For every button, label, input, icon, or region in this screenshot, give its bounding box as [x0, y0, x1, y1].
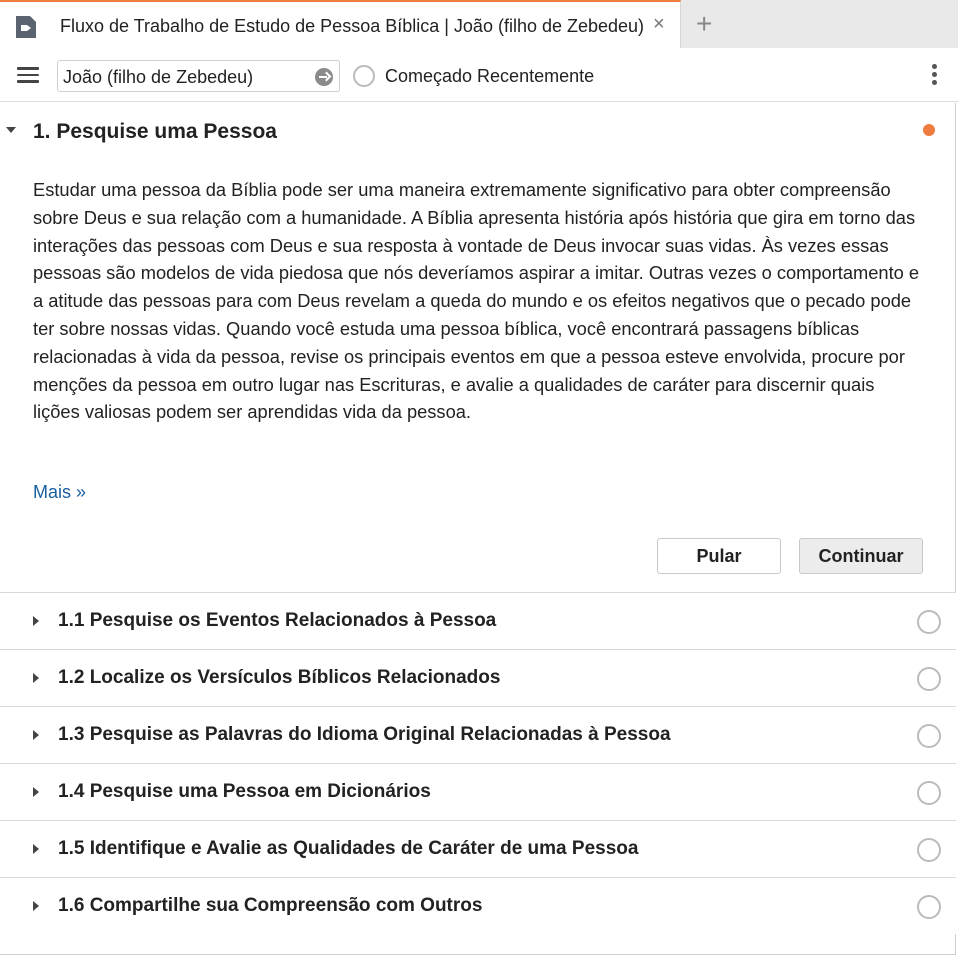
- step-title: 1.5 Identifique e Avalie as Qualidades de Caráter de uma Pessoa: [58, 838, 639, 859]
- close-icon[interactable]: ×: [653, 13, 665, 35]
- step-status-circle-icon[interactable]: [917, 781, 941, 805]
- skip-button[interactable]: Pular: [657, 538, 781, 574]
- step-status-circle-icon[interactable]: [917, 667, 941, 691]
- caret-right-icon[interactable]: [33, 901, 39, 911]
- tab-bar: [0, 0, 958, 48]
- more-link[interactable]: Mais »: [33, 482, 87, 502]
- caret-down-icon[interactable]: [6, 127, 16, 133]
- caret-right-icon[interactable]: [33, 844, 39, 854]
- workflow-document-icon: [12, 13, 40, 41]
- add-tab-icon[interactable]: +: [696, 8, 713, 39]
- step-row[interactable]: [0, 592, 956, 649]
- step-title: 1.2 Localize os Versículos Bíblicos Relacionados: [58, 667, 501, 688]
- person-search-input[interactable]: [63, 65, 308, 89]
- step-status-circle-icon[interactable]: [917, 610, 941, 634]
- step-title: 1.6 Compartilhe sua Compreensão com Outros: [58, 895, 483, 916]
- caret-right-icon[interactable]: [33, 673, 39, 683]
- continue-button[interactable]: Continuar: [799, 538, 923, 574]
- step-title: 1.1 Pesquise os Eventos Relacionados à Pessoa: [58, 610, 497, 631]
- vertical-ellipsis-icon[interactable]: [932, 64, 940, 88]
- tab-workflow[interactable]: [0, 0, 681, 48]
- person-search-box: [57, 60, 340, 92]
- status-label: Começado Recentemente: [385, 66, 595, 86]
- caret-right-icon[interactable]: [33, 616, 39, 626]
- step-status-circle-icon[interactable]: [917, 895, 941, 919]
- section-description: Estudar uma pessoa da Bíblia pode ser uma maneira extremamente significativo para obter compreensão sobre Deus e sua relação com a humanidade. A Bíblia apresenta história após história que gira em torno das interações das pessoas com Deus e sua resposta à vontade de Deus invocar suas vidas. Às vezes essas pessoas são modelos de vida piedosa que nós deveríamos aspirar a imitar. Outras vezes o comportamento e a atitude das pessoas para com Deus revelam a queda do mundo e os efeitos negativos que o pecado pode ter sobre nossas vidas. Quando você estuda uma pessoa bíblica, você encontrará passagens bíblicas relacionadas à vida da pessoa, revise os principais eventos em que a pessoa esteve envolvida, procure por menções da pessoa em outro lugar nas Escrituras, e avalie a qualidades de caráter para discernir quais lições valiosas podem ser aprendidas vida da pessoa.: [33, 179, 920, 423]
- toolbar: [0, 48, 958, 102]
- step-row[interactable]: [0, 649, 956, 706]
- caret-right-icon[interactable]: [33, 787, 39, 797]
- step-status-circle-icon[interactable]: [917, 838, 941, 862]
- step-row[interactable]: [0, 820, 956, 877]
- tab-title: Fluxo de Trabalho de Estudo de Pessoa Bíblica | João (filho de Zebedeu): [60, 16, 645, 36]
- step-title: 1.4 Pesquise uma Pessoa em Dicionários: [58, 781, 431, 802]
- status-circle-icon[interactable]: [353, 65, 375, 87]
- section-header[interactable]: [0, 103, 956, 161]
- arrow-circle-right-icon[interactable]: [315, 68, 333, 86]
- hamburger-menu-icon[interactable]: [17, 67, 39, 83]
- step-title: 1.3 Pesquise as Palavras do Idioma Original Relacionadas à Pessoa: [58, 724, 671, 745]
- workflow-content: [0, 103, 956, 955]
- step-row[interactable]: [0, 877, 956, 934]
- caret-right-icon[interactable]: [33, 730, 39, 740]
- step-row[interactable]: [0, 763, 956, 820]
- step-row[interactable]: [0, 706, 956, 763]
- section-title: 1. Pesquise uma Pessoa: [33, 120, 277, 143]
- in-progress-dot-icon: [923, 124, 935, 136]
- step-status-circle-icon[interactable]: [917, 724, 941, 748]
